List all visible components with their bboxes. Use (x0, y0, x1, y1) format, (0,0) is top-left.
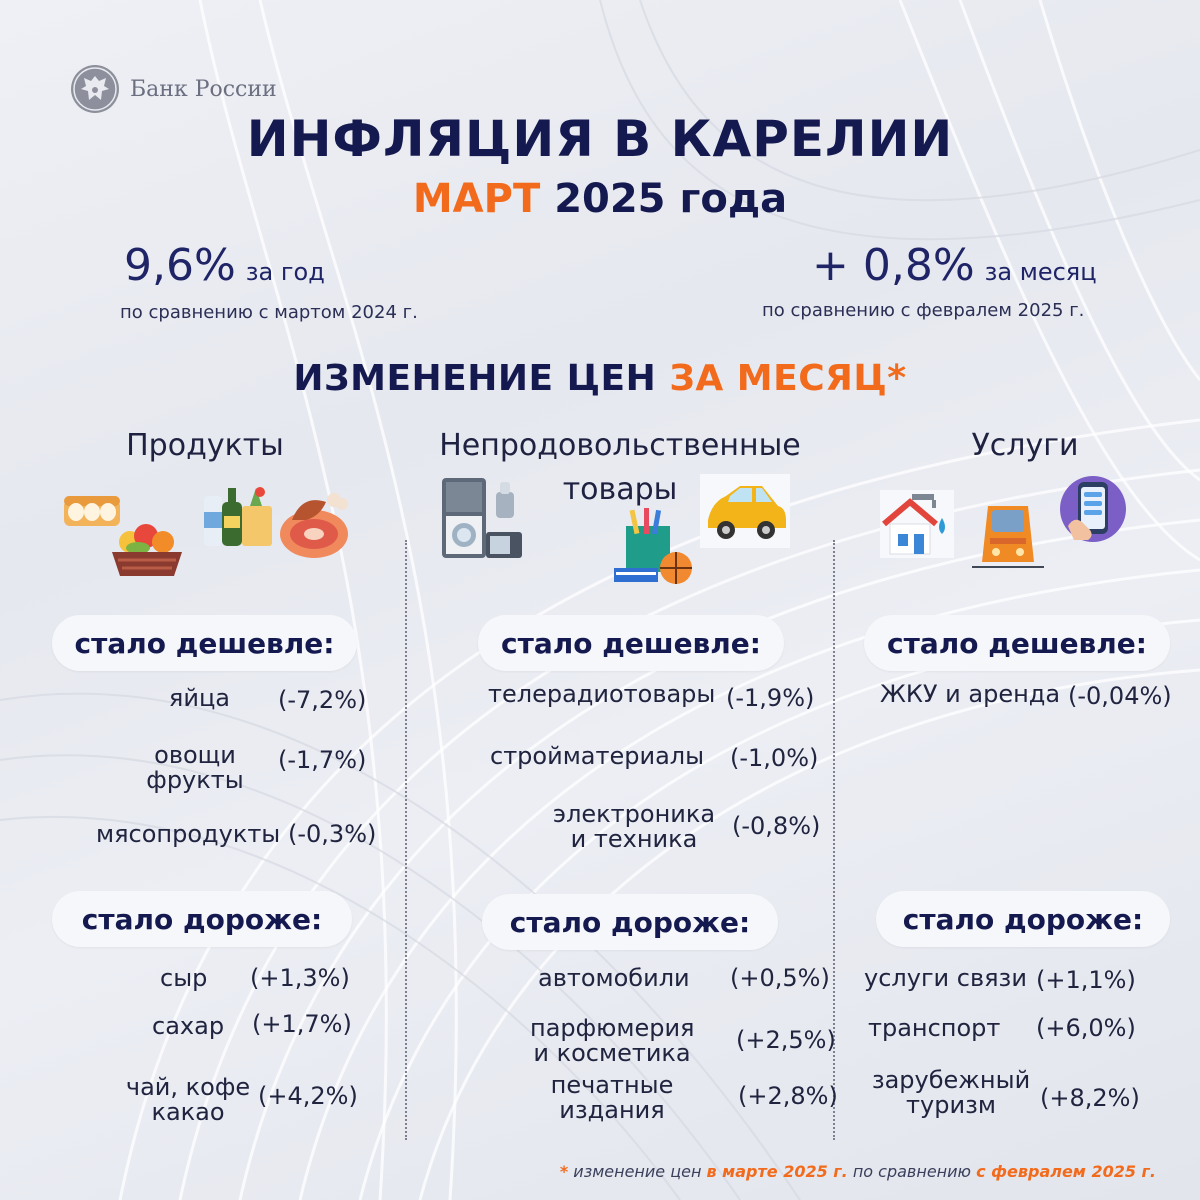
footnote-part-2: в марте 2025 г. (706, 1162, 848, 1181)
nonfood-cheaper-value-2: (-1,0%) (730, 744, 819, 772)
monthly-value: + 0,8% (812, 240, 975, 291)
footnote-part-4: с февралем 2025 г. (976, 1162, 1156, 1181)
monthly-comparison: по сравнению с февралем 2025 г. (762, 300, 1085, 321)
section-title-accent: ЗА МЕСЯЦ* (669, 358, 907, 399)
section-title (0, 358, 1200, 399)
services-cheaper-name-1: ЖКУ и аренда (880, 680, 1061, 708)
annual-unit: за год (245, 258, 325, 286)
fruit-basket-icon (108, 516, 186, 580)
footnote-part-3: по сравнению (847, 1162, 977, 1181)
services-cheaper-value-1: (-0,04%) (1068, 682, 1172, 710)
house-utilities-icon (880, 490, 954, 558)
food-cheaper-value-1: (-7,2%) (278, 686, 367, 714)
food-cheaper-value-2: (-1,7%) (278, 746, 367, 774)
food-cheaper-name-3: мясопродукты (96, 820, 281, 848)
bank-logo (70, 64, 277, 114)
month-label: МАРТ (412, 176, 541, 222)
food-pricier-pill: стало дороже: (52, 891, 352, 947)
services-cheaper-pill: стало дешевле: (864, 615, 1170, 671)
nonfood-pricier-pill: стало дороже: (482, 894, 778, 950)
meat-icon (278, 490, 354, 562)
food-cheaper-name-2: овощи фрукты (146, 741, 244, 795)
food-heading: Продукты (126, 428, 284, 463)
nonfood-cheaper-name-3: электроника и техника (552, 800, 716, 854)
nonfood-cheaper-value-3: (-0,8%) (732, 812, 821, 840)
annual-value: 9,6% (124, 240, 236, 291)
year-label: 2025 года (554, 176, 788, 222)
eagle-emblem-icon (70, 64, 120, 114)
services-pricier-pill: стало дороже: (876, 891, 1170, 947)
footnote-part-1: изменение цен (568, 1162, 707, 1181)
services-pricier-value-2: (+6,0%) (1036, 1014, 1136, 1042)
nonfood-pricier-value-1: (+0,5%) (730, 964, 830, 992)
food-cheaper-name-1: яйца (168, 684, 230, 712)
food-pricier-name-2: сахар (152, 1012, 225, 1040)
services-pricier-name-3: зарубежный туризм (871, 1066, 1031, 1120)
smartphone-icon (1058, 474, 1128, 544)
nonfood-pricier-value-2: (+2,5%) (736, 1026, 836, 1054)
column-divider-left (405, 540, 407, 1140)
nonfood-cheaper-name-2: стройматериалы (490, 742, 705, 770)
services-pricier-name-2: транспорт (868, 1014, 1001, 1042)
food-pricier-value-1: (+1,3%) (250, 964, 350, 992)
train-icon (972, 498, 1044, 568)
bank-name: Банк России (130, 76, 277, 102)
page-title: ИНФЛЯЦИЯ В КАРЕЛИИ (246, 110, 954, 168)
annual-comparison: по сравнению с мартом 2024 г. (120, 302, 418, 323)
monthly-inflation (812, 240, 1097, 291)
annual-inflation (124, 240, 325, 291)
nonfood-cheaper-pill: стало дешевле: (478, 615, 784, 671)
services-pricier-value-3: (+8,2%) (1040, 1084, 1140, 1112)
footnote (560, 1162, 1156, 1181)
car-icon (700, 474, 790, 548)
food-pricier-name-1: сыр (160, 964, 208, 992)
services-heading: Услуги (971, 428, 1079, 463)
nonfood-pricier-name-3: печатные издания (550, 1071, 674, 1125)
food-cheaper-value-3: (-0,3%) (288, 820, 377, 848)
nonfood-heading-line2: товары (562, 471, 678, 507)
nonfood-pricier-name-1: автомобили (538, 964, 690, 992)
nonfood-heading-line1: Непродовольственные (439, 428, 801, 463)
food-cheaper-pill: стало дешевле: (52, 615, 357, 671)
food-pricier-value-3: (+4,2%) (258, 1082, 358, 1110)
appliances-icon (440, 476, 524, 560)
monthly-unit: за месяц (984, 258, 1097, 286)
groceries-icon (200, 482, 276, 552)
school-supplies-icon (610, 506, 696, 586)
nonfood-cheaper-name-1: телерадиотовары (488, 680, 716, 708)
section-title-main: ИЗМЕНЕНИЕ ЦЕН (293, 358, 657, 399)
nonfood-pricier-value-3: (+2,8%) (738, 1082, 838, 1110)
services-pricier-name-1: услуги связи (864, 964, 1027, 992)
services-pricier-value-1: (+1,1%) (1036, 966, 1136, 994)
footnote-star: * (559, 1162, 569, 1181)
food-pricier-name-3: чай, кофе какао (125, 1073, 251, 1127)
nonfood-cheaper-value-1: (-1,9%) (726, 684, 815, 712)
nonfood-pricier-name-2: парфюмерия и косметика (530, 1014, 695, 1068)
food-pricier-value-2: (+1,7%) (252, 1010, 352, 1038)
page-subtitle (0, 176, 1200, 222)
